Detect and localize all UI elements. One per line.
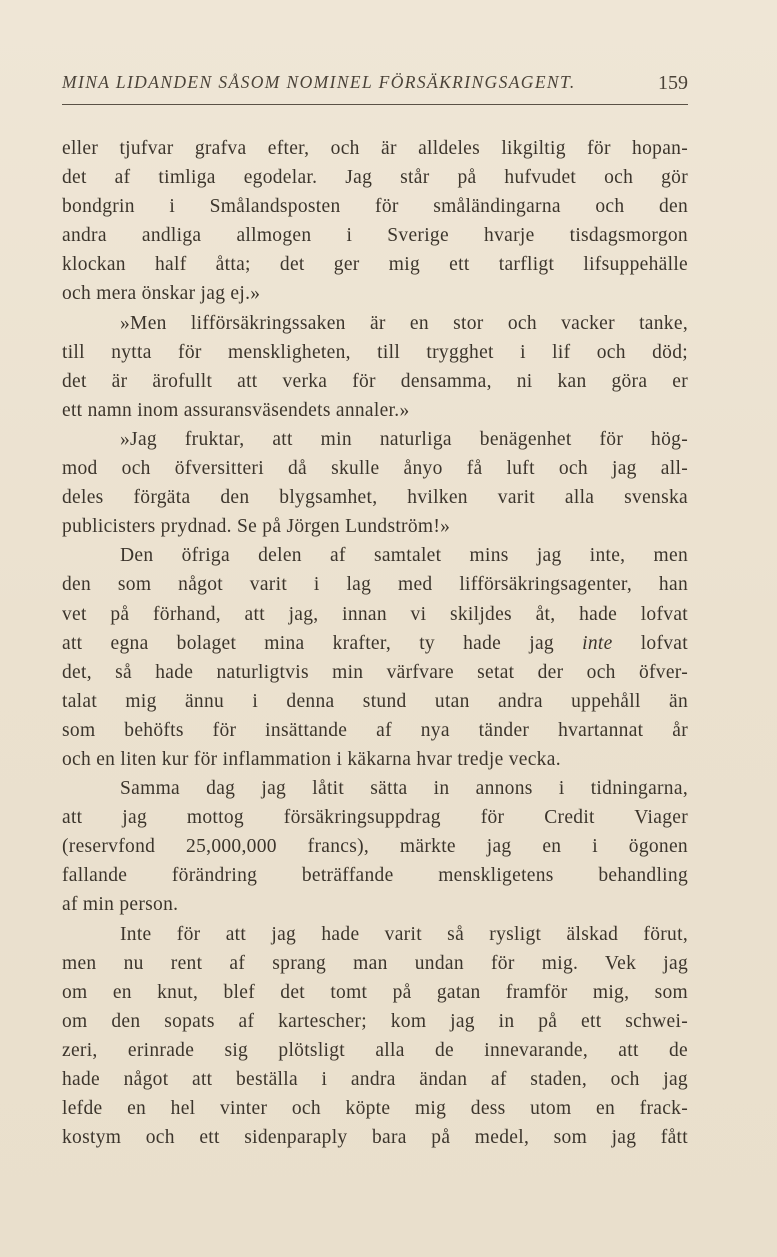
text-line-content: det, så hade naturligtvis min värfvare setat der och öfver- bbox=[62, 661, 688, 683]
text-line-content: till nytta för menskligheten, till trygghet i lif och död; bbox=[62, 341, 688, 363]
text-line-content: (reservfond 25,000,000 francs), märkte jag en i ögonen bbox=[62, 836, 688, 858]
text-line bbox=[62, 134, 688, 163]
text-line-continuation: lofvat bbox=[612, 632, 688, 654]
text-line bbox=[62, 861, 688, 890]
text-line-content: andra andliga allmogen i Sverige hvarje tisdagsmorgon bbox=[62, 225, 688, 247]
text-line-content: publicisters prydnad. Se på Jörgen Lundström!» bbox=[62, 516, 451, 538]
text-line bbox=[62, 1123, 688, 1152]
text-line bbox=[62, 774, 688, 803]
text-line bbox=[62, 658, 688, 687]
text-line-content: att egna bolaget mina krafter, ty hade jag bbox=[62, 632, 583, 654]
text-line bbox=[62, 570, 688, 599]
text-line bbox=[62, 541, 688, 570]
text-line bbox=[62, 1036, 688, 1065]
text-line bbox=[62, 192, 688, 221]
text-line bbox=[62, 367, 688, 396]
text-line bbox=[62, 454, 688, 483]
text-line-content: den som något varit i lag med lifförsäkringsagenter, han bbox=[62, 574, 688, 596]
text-line bbox=[62, 483, 688, 512]
text-line bbox=[62, 425, 688, 454]
text-line bbox=[62, 832, 688, 861]
text-line-content: lefde en hel vinter och köpte mig dess utom en frack- bbox=[62, 1098, 688, 1120]
text-line-content: fallande förändring beträffande menskligetens behandling bbox=[62, 865, 688, 887]
text-line bbox=[62, 687, 688, 716]
text-line-content: Samma dag jag låtit sätta in annons i tidningarna, bbox=[120, 778, 688, 800]
text-line-content: om en knut, blef det tomt på gatan framför mig, som bbox=[62, 981, 688, 1003]
text-line bbox=[62, 279, 688, 308]
text-line-content: om den sopats af kartescher; kom jag in på ett schwei- bbox=[62, 1010, 688, 1032]
text-line-content: »Jag fruktar, att min naturliga benägenhet för hög- bbox=[120, 428, 688, 450]
text-line bbox=[62, 512, 688, 541]
text-line-content: deles förgäta den blygsamhet, hvilken varit alla svenska bbox=[62, 487, 688, 509]
text-line-content: eller tjufvar grafva efter, och är alldeles likgiltig för hopan- bbox=[62, 138, 688, 159]
text-line bbox=[62, 803, 688, 832]
text-line bbox=[62, 745, 688, 774]
text-line bbox=[62, 250, 688, 279]
text-line-content: det af timliga egodelar. Jag står på hufvudet och gör bbox=[62, 167, 688, 189]
text-line bbox=[62, 920, 688, 949]
text-line-content: vet på förhand, att jag, innan vi skiljdes åt, hade lofvat bbox=[62, 603, 688, 625]
page-header bbox=[62, 72, 688, 105]
text-line bbox=[62, 396, 688, 425]
text-line bbox=[62, 949, 688, 978]
text-line-content: hade något att beställa i andra ändan af staden, och jag bbox=[62, 1069, 688, 1090]
text-line-content: af min person. bbox=[62, 894, 179, 916]
text-line-content: talat mig ännu i denna stund utan andra uppehåll än bbox=[62, 690, 688, 712]
text-line bbox=[62, 600, 688, 629]
text-line-content: zeri, erinrade sig plötsligt alla de innevarande, att de bbox=[62, 1039, 688, 1061]
text-line bbox=[62, 629, 688, 658]
text-line-content: ett namn inom assuransväsendets annaler.» bbox=[62, 399, 410, 421]
text-line bbox=[62, 1065, 688, 1094]
text-line-content: men nu rent af sprang man undan för mig. Vek jag bbox=[62, 952, 688, 974]
text-line bbox=[62, 163, 688, 192]
text-line bbox=[62, 716, 688, 745]
page-number: 159 bbox=[658, 72, 688, 94]
text-line bbox=[62, 890, 688, 919]
text-line-content: att jag mottog försäkringsuppdrag för Credit Viager bbox=[62, 807, 688, 829]
text-line bbox=[62, 1007, 688, 1036]
text-line-content: och en liten kur för inflammation i käkarna hvar tredje vecka. bbox=[62, 748, 561, 770]
text-line-content: det är ärofullt att verka för densamma, ni kan göra er bbox=[62, 370, 688, 392]
emphasized-word: inte bbox=[582, 632, 613, 654]
text-line-content: bondgrin i Smålandsposten för småländingarna och den bbox=[62, 196, 688, 218]
running-title: MINA LIDANDEN SÅSOM NOMINEL FÖRSÄKRINGSAGENT. bbox=[62, 72, 576, 92]
text-line bbox=[62, 338, 688, 367]
text-line-content: mod och öfversitteri då skulle ånyo få luft och jag all- bbox=[62, 458, 688, 480]
text-line-content: som behöfts för insättande af nya tänder hvartannat år bbox=[62, 719, 688, 741]
text-line-content: Inte för att jag hade varit så rysligt älskad förut, bbox=[120, 923, 688, 945]
text-line-content: »Men lifförsäkringssaken är en stor och vacker tanke, bbox=[120, 312, 688, 334]
text-line-content: kostym och ett sidenparaply bara på medel, som jag fått bbox=[62, 1127, 688, 1149]
text-line bbox=[62, 978, 688, 1007]
text-line-content: klockan half åtta; det ger mig ett tarfligt lifsuppehälle bbox=[62, 254, 688, 276]
text-line-content: och mera önskar jag ej.» bbox=[62, 283, 261, 305]
text-line-content: Den öfriga delen af samtalet mins jag inte, men bbox=[120, 545, 688, 567]
body-text bbox=[62, 134, 688, 1152]
text-line bbox=[62, 309, 688, 338]
text-line bbox=[62, 221, 688, 250]
text-line bbox=[62, 1094, 688, 1123]
